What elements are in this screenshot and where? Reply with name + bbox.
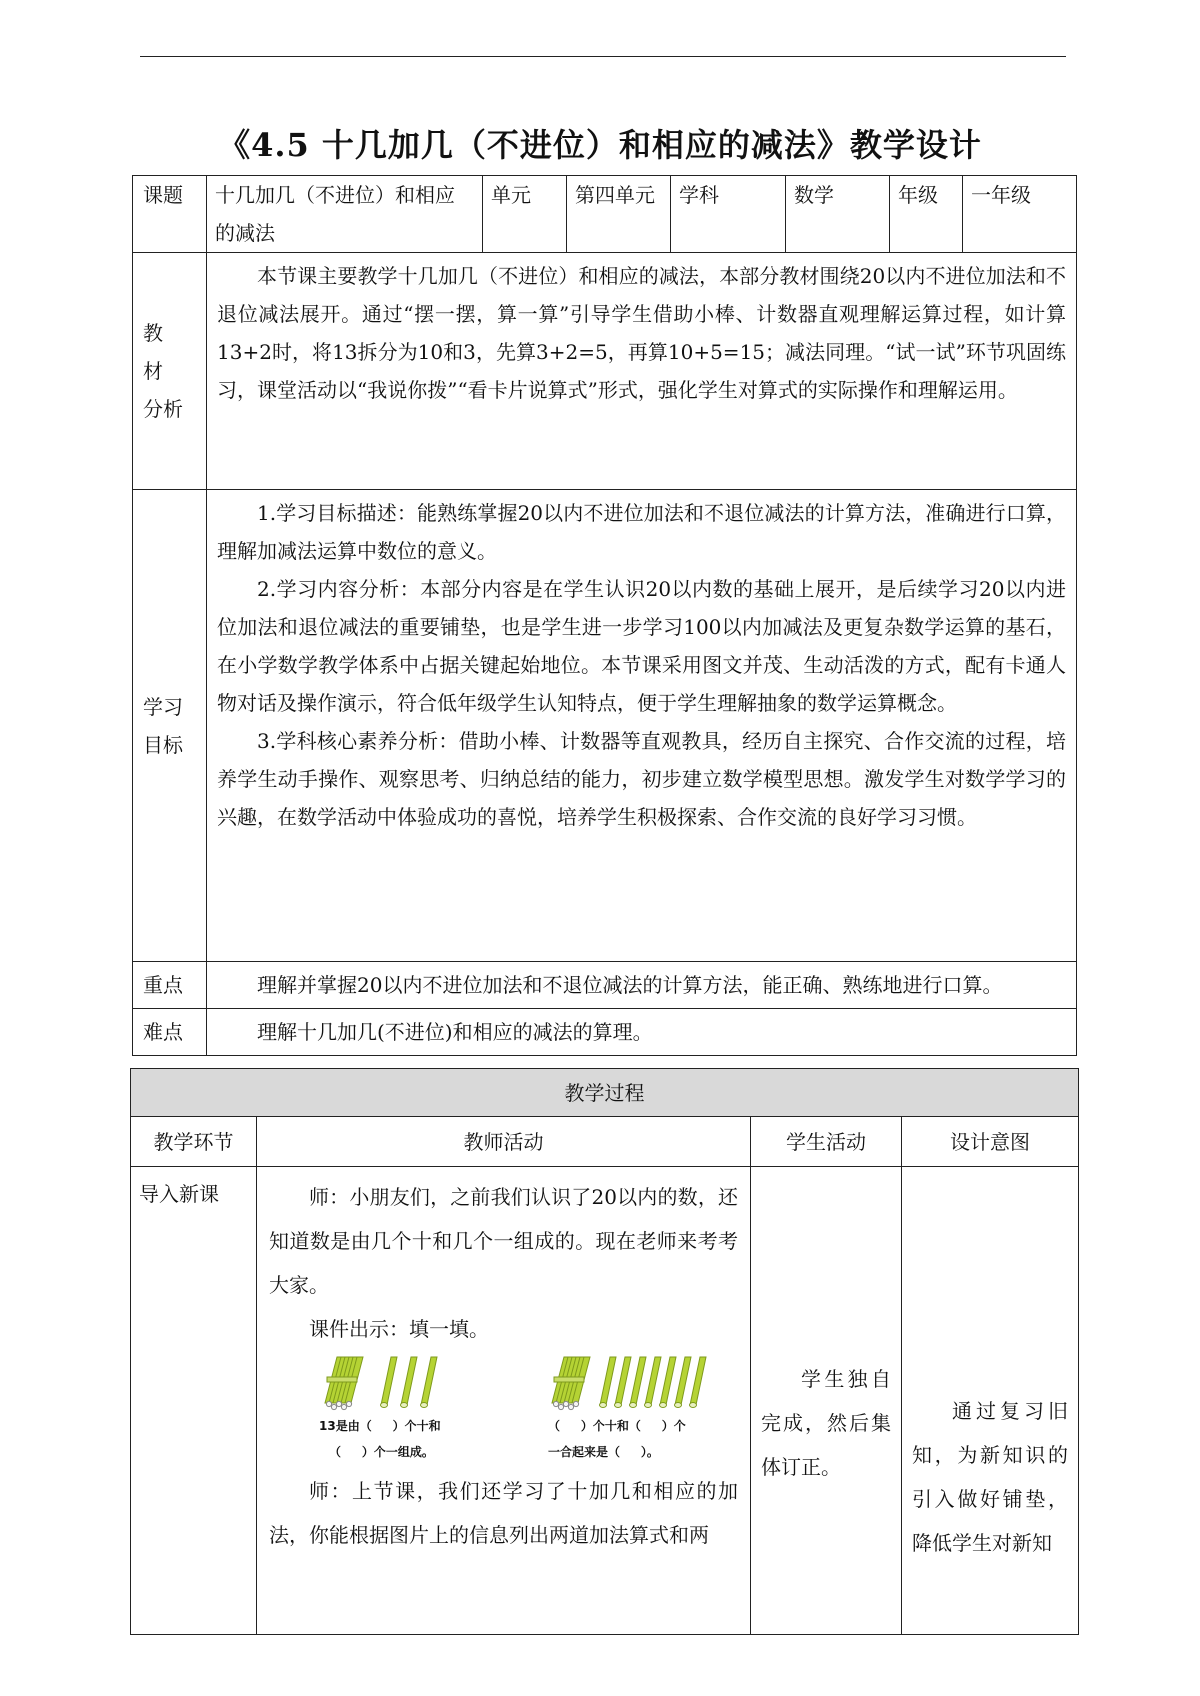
analysis-label: 教 材 分析 bbox=[133, 253, 207, 490]
design-intent-cell bbox=[902, 1167, 1079, 1635]
single-stick bbox=[615, 1357, 632, 1408]
stick-figure-13 bbox=[319, 1355, 489, 1465]
grade-value: 一年级 bbox=[963, 176, 1077, 253]
teacher-activity-cell bbox=[257, 1167, 751, 1635]
teacher-text: 课件出示：填一填。 bbox=[309, 1317, 489, 1341]
lesson-info-table bbox=[132, 175, 1077, 1056]
bundle-sticks-illustration bbox=[319, 1355, 489, 1413]
course-label: 课题 bbox=[133, 176, 207, 253]
key-point-label: 重点 bbox=[133, 962, 207, 1009]
single-stick bbox=[660, 1357, 677, 1408]
fig-caption: （ ）个一组成。 bbox=[329, 1445, 434, 1459]
goal-item: 3.学科核心素养分析：借助小棒、计数器等直观教具，经历自主探究、合作交流的过程，培养学生动手操作、观察思考、归纳总结的能力，初步建立数学模型思想。激发学生对数学学习的兴趣，在数学活动中体验成功的喜悦，培养学生积极探索、合作交流的良好学习习惯。 bbox=[217, 729, 1066, 829]
fig-caption: （ ）个十和（ ）个 bbox=[548, 1419, 686, 1433]
info-row bbox=[133, 176, 1077, 253]
fig-caption: 13是由（ ）个十和 bbox=[319, 1419, 441, 1433]
single-stick bbox=[421, 1357, 438, 1408]
student-text: 学生独自完成，然后集体订正。 bbox=[761, 1367, 891, 1479]
grade-label: 年级 bbox=[890, 176, 963, 253]
goals-label: 学习 目标 bbox=[133, 490, 207, 962]
teacher-text: 师：上节课，我们还学习了十加几和相应的加法，你能根据图片上的信息列出两道加法算式和两 bbox=[269, 1479, 738, 1547]
process-title: 教学过程 bbox=[131, 1069, 1079, 1117]
teacher-text: 师：小朋友们，之前我们认识了20以内的数，还知道数是由几个十和几个一组成的。现在老师来考考大家。 bbox=[269, 1185, 738, 1297]
difficulty-label: 难点 bbox=[133, 1009, 207, 1056]
goal-item: 2.学习内容分析：本部分内容是在学生认识20以内数的基础上展开，是后续学习20以内进位加法和退位减法的重要铺垫，也是学生进一步学习100以内加减法及更复杂数学运算的基石，在小学数学教学体系中占据关键起始地位。本节课采用图文并茂、生动活泼的方式，配有卡通人物对话及操作演示，符合低年级学生认知特点，便于学生理解抽象的数学运算概念。 bbox=[217, 577, 1066, 715]
subject-value: 数学 bbox=[786, 176, 890, 253]
column-header: 教师活动 bbox=[257, 1117, 751, 1167]
fig-caption: 一合起来是（ ）。 bbox=[548, 1445, 659, 1459]
bundle-sticks-illustration bbox=[548, 1355, 728, 1413]
analysis-text: 本节课主要教学十几加几（不进位）和相应的减法，本部分教材围绕20以内不进位加法和不退位减法展开。通过“摆一摆，算一算”引导学生借助小棒、计数器直观理解运算过程，如计算13+2时，将13拆分为10和3，先算3+2=5，再算10+5=15；减法同理。“试一试”环节巩固练习，课堂活动以“我说你拨”“看卡片说算式”形式，强化学生对算式的实际操作和理解运用。 bbox=[217, 264, 1066, 402]
single-stick bbox=[600, 1357, 617, 1408]
process-row bbox=[131, 1167, 1079, 1635]
subject-label: 学科 bbox=[671, 176, 786, 253]
single-stick bbox=[401, 1357, 418, 1408]
key-point-text: 理解并掌握20以内不进位加法和不退位减法的计算方法，能正确、熟练地进行口算。 bbox=[257, 973, 1003, 997]
single-stick bbox=[690, 1357, 707, 1408]
key-point-row bbox=[133, 962, 1077, 1009]
stick-figure-blank bbox=[548, 1355, 728, 1465]
column-header: 教学环节 bbox=[131, 1117, 257, 1167]
column-header: 设计意图 bbox=[902, 1117, 1079, 1167]
document-title: 《4.5 十几加几（不进位）和相应的减法》教学设计 bbox=[218, 126, 982, 164]
single-stick bbox=[381, 1357, 398, 1408]
goals-row bbox=[133, 490, 1077, 962]
single-stick bbox=[630, 1357, 647, 1408]
student-activity-cell bbox=[751, 1167, 902, 1635]
goal-item: 1.学习目标描述：能熟练掌握20以内不进位加法和不退位减法的计算方法，准确进行口算，理解加减法运算中数位的意义。 bbox=[217, 501, 1066, 563]
process-header-row bbox=[131, 1117, 1079, 1167]
column-header: 学生活动 bbox=[751, 1117, 902, 1167]
unit-value: 第四单元 bbox=[567, 176, 671, 253]
difficulty-text: 理解十几加几(不进位)和相应的减法的算理。 bbox=[257, 1020, 653, 1044]
intent-text: 通过复习旧知，为新知识的引入做好铺垫，降低学生对新知 bbox=[912, 1399, 1068, 1555]
ten-stick-bundle bbox=[552, 1357, 590, 1410]
difficulty-row bbox=[133, 1009, 1077, 1056]
ten-stick-bundle bbox=[325, 1357, 363, 1410]
single-stick bbox=[675, 1357, 692, 1408]
header-rule bbox=[140, 56, 1066, 57]
unit-label: 单元 bbox=[483, 176, 567, 253]
single-stick bbox=[645, 1357, 662, 1408]
stage-cell: 导入新课 bbox=[131, 1167, 257, 1635]
analysis-row bbox=[133, 253, 1077, 490]
teaching-process-table bbox=[130, 1068, 1079, 1635]
course-value: 十几加几（不进位）和相应的减法 bbox=[207, 176, 483, 253]
stick-figures bbox=[269, 1351, 738, 1465]
